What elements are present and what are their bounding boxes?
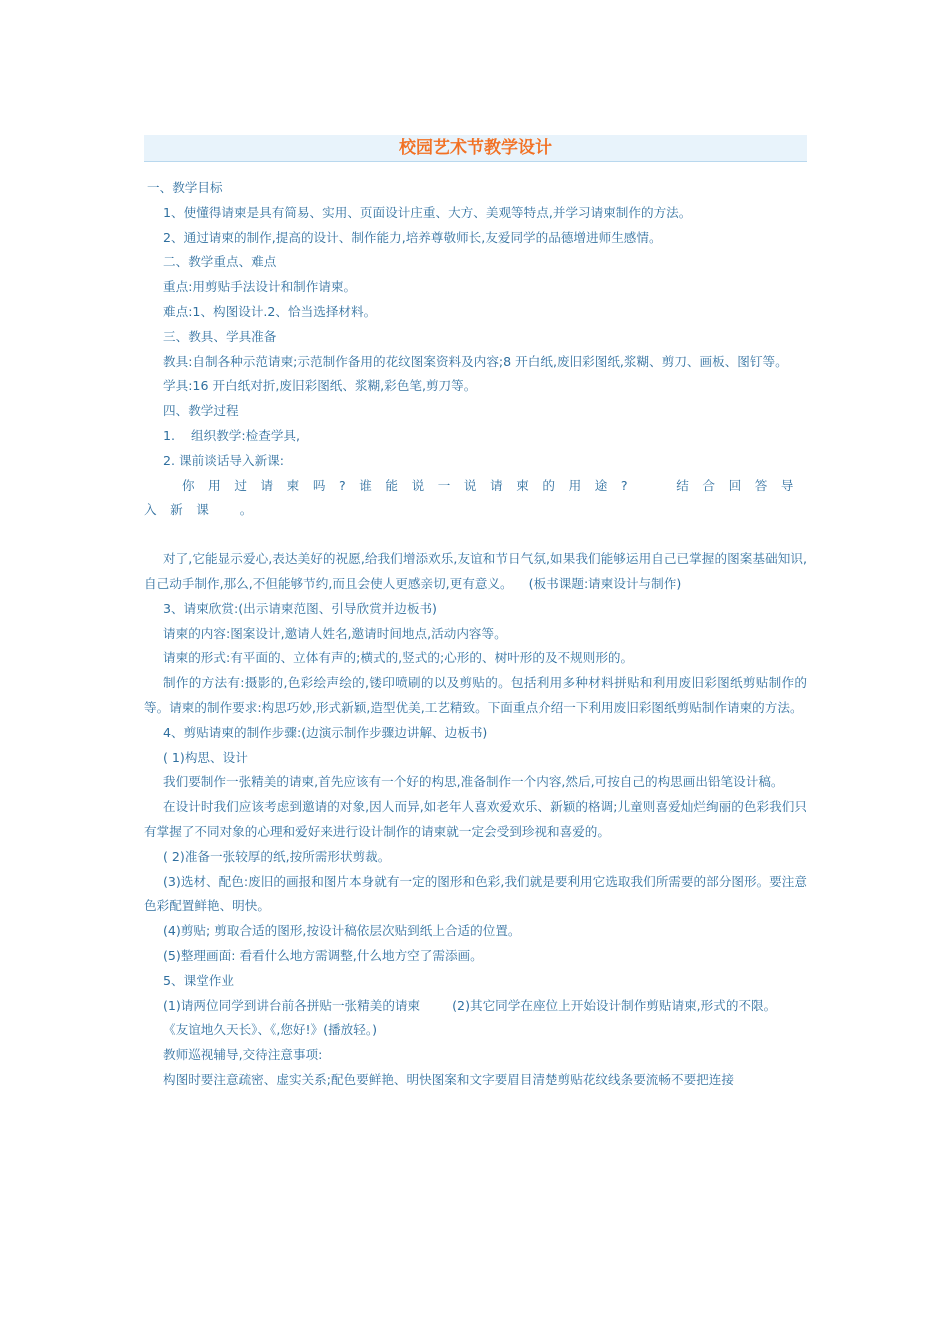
paragraph: 制作的方法有:摄影的,色彩绘声绘的,镂印喷刷的以及剪贴的。包括利用多种材料拼贴和利用废旧彩图纸剪贴制作的等。请柬的制作要求:构思巧妙,形式新颖,造型优美,工艺精致。下面重点介绍一下利用废旧彩图纸剪贴制作请柬的方法。: [144, 675, 807, 715]
paragraph: 对了,它能显示爱心,表达美好的祝愿,给我们增添欢乐,友谊和节日气氛,如果我们能够运用自己已掌握的图案基础知识,自己动手制作,那么,不但能够节约,而且会使人更感亲切,更有意义。 (板书课题:请柬设计与制作): [144, 551, 807, 591]
paragraph: (4)剪贴; 剪取合适的图形,按设计稿依层次贴到纸上合适的位置。: [163, 923, 521, 939]
paragraph: 请柬的内容:图案设计,邀请人姓名,邀请时间地点,活动内容等。: [163, 625, 507, 641]
paragraph: (1)请两位同学到讲台前各拼贴一张精美的请柬 (2)其它同学在座位上开始设计制作剪贴请柬,形式的不限。: [163, 997, 777, 1013]
paragraph: (5)整理画面: 看看什么地方需调整,什么地方空了需添画。: [163, 947, 483, 963]
paragraph: 在设计时我们应该考虑到邀请的对象,因人而异,如老年人喜欢爱欢乐、新颖的格调;儿童则喜爱灿烂绚丽的色彩我们只有掌握了不同对象的心理和爱好来进行设计制作的请柬就一定会受到珍视和喜爱的。: [144, 799, 807, 839]
paragraph: ( 1)构思、设计: [163, 749, 248, 765]
paragraph: 2、通过请柬的制作,提高的设计、制作能力,培养尊敬师长,友爱同学的品德增进师生感情。: [163, 229, 662, 245]
paragraph: 《友谊地久天长》、《,您好!》(播放轻。): [163, 1022, 378, 1038]
paragraph: (3)选材、配色:废旧的画报和图片本身就有一定的图形和色彩,我们就是要利用它选取我们所需要的部分图形。要注意色彩配置鲜艳、明快。: [144, 873, 807, 914]
paragraph: ( 2)准备一张较厚的纸,按所需形状剪裁。: [163, 848, 391, 864]
paragraph: 1、使懂得请柬是具有简易、实用、页面设计庄重、大方、美观等特点,并学习请柬制作的方法。: [163, 204, 692, 220]
paragraph: 教具:自制各种示范请柬;示范制作备用的花纹图案资料及内容;8 开白纸,废旧彩图纸,浆糊、剪刀、画板、图钉等。: [163, 353, 788, 369]
title-bar: [144, 135, 807, 162]
paragraph: 请柬的形式:有平面的、立体有声的;横式的,竖式的;心形的、树叶形的及不规则形的。: [163, 650, 634, 666]
paragraph: 我们要制作一张精美的请柬,首先应该有一个好的构思,准备制作一个内容,然后,可按自己的构思画出铅笔设计稿。: [163, 774, 784, 790]
paragraph: 1. 组织教学:检查学具,: [163, 427, 301, 443]
paragraph: 重点:用剪贴手法设计和制作请柬。: [163, 279, 357, 295]
paragraph-spaced-question: 你用过请柬吗?谁能说一说请柬的用途? 结合回答导入新课 。: [144, 477, 807, 518]
paragraph-section-heading: 二、教学重点、难点: [163, 254, 277, 270]
document-title: 校园艺术节教学设计: [399, 138, 552, 158]
paragraph: 2. 课前谈话导入新课:: [163, 452, 285, 468]
paragraph: 教师巡视辅导,交待注意事项:: [163, 1047, 323, 1063]
document-page: [144, 135, 807, 1093]
paragraph-section-heading: 三、教具、学具准备: [163, 328, 277, 344]
paragraph: 3、请柬欣赏:(出示请柬范图、引导欣赏并边板书): [163, 600, 437, 616]
document-body: [144, 176, 807, 1093]
paragraph: 构图时要注意疏密、虚实关系;配色要鲜艳、明快图案和文字要眉目清楚剪贴花纹线条要流畅不要把连接: [163, 1071, 734, 1087]
paragraph: 难点:1、构图设计.2、恰当选择材料。: [163, 303, 377, 319]
paragraph: 学具:16 开白纸对折,废旧彩图纸、浆糊,彩色笔,剪刀等。: [163, 378, 477, 394]
paragraph: 5、课堂作业: [163, 972, 234, 988]
paragraph-section-heading: 一、教学目标: [147, 180, 223, 195]
paragraph: 4、剪贴请柬的制作步骤:(边演示制作步骤边讲解、边板书): [163, 724, 488, 740]
paragraph-section-heading: 四、教学过程: [163, 403, 239, 419]
